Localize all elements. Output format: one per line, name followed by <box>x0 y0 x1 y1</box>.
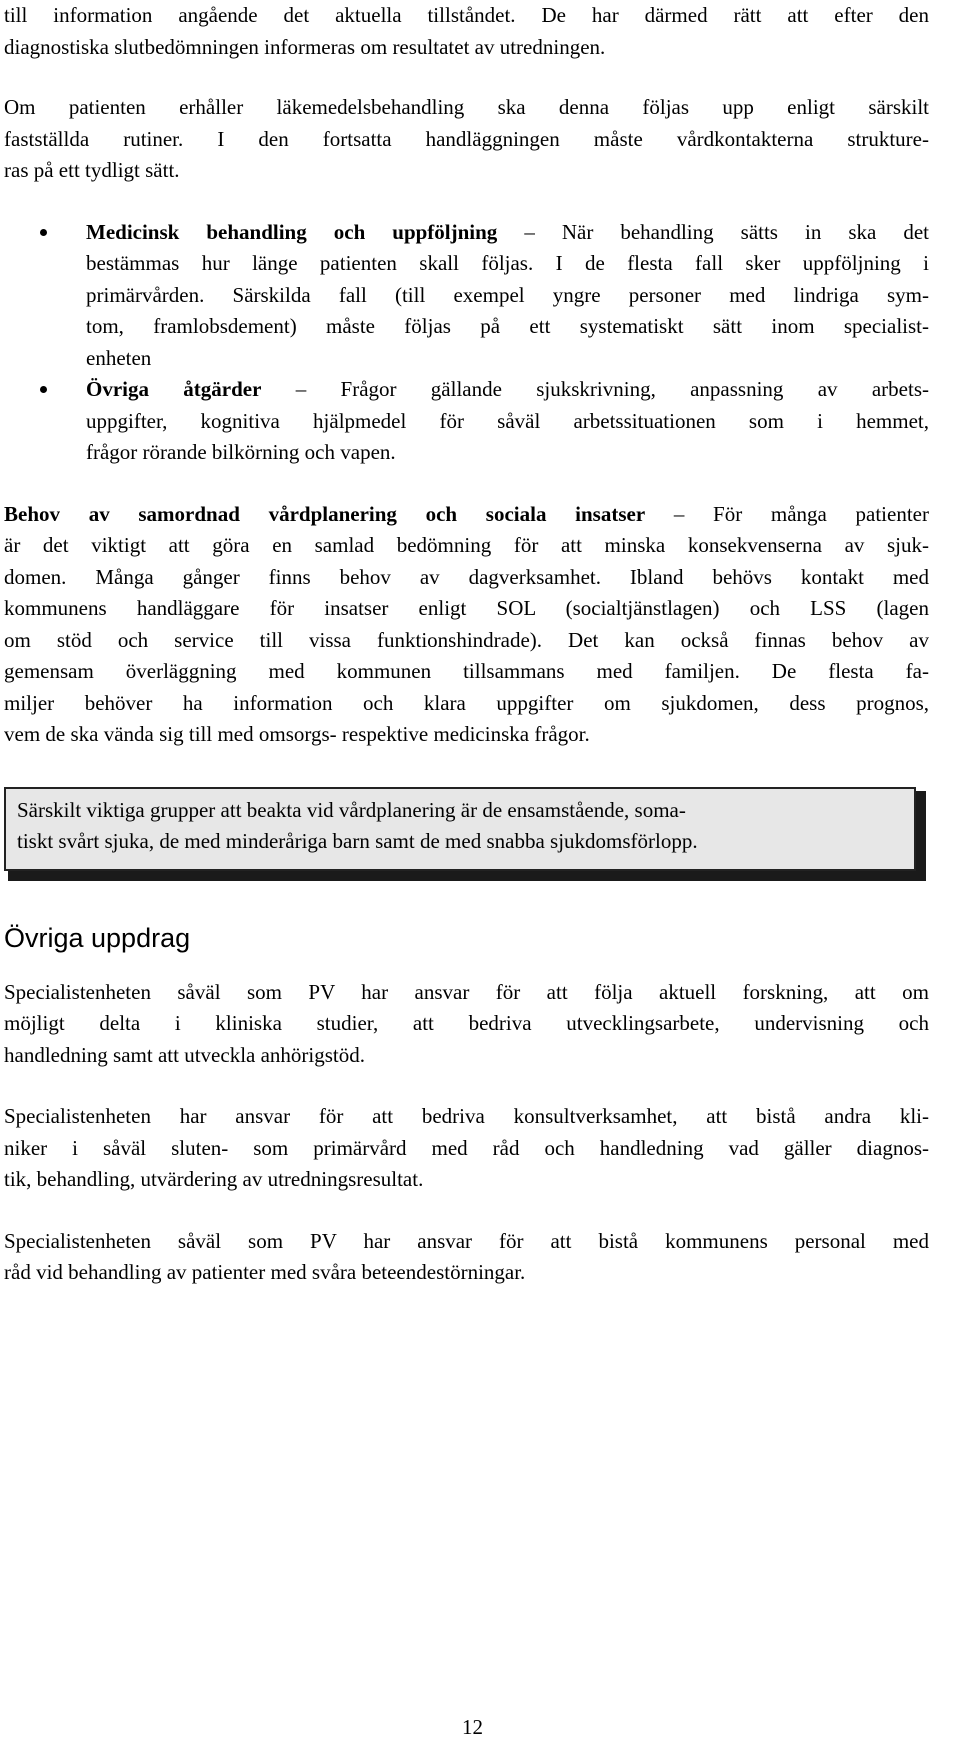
behov-text: – För många patienter <box>645 501 929 526</box>
text-line: uppgifter, kognitiva hjälpmedel för såväl arbetssituationen som i hemmet, <box>86 408 929 433</box>
text-line <box>4 499 929 531</box>
text-line: Specialistenheten såväl som PV har ansvar för att följa aktuell forskning, att om <box>4 979 929 1004</box>
bullet-text: – När behandling sätts in ska det <box>497 219 929 244</box>
text-line: domen. Många gånger finns behov av dagverksamhet. Ibland behövs kontakt med <box>4 564 929 589</box>
bullet-list <box>4 217 929 469</box>
document-page <box>4 0 929 1289</box>
bullet-item-ovriga-atgarder <box>4 374 929 469</box>
text-line: miljer behöver ha information och klara uppgifter om sjukdomen, dess prognos, <box>4 690 929 715</box>
bullet-icon <box>40 229 47 236</box>
text-line: till information angående det aktuella tillståndet. De har därmed rätt att efter den <box>4 3 929 27</box>
paragraph-consulting <box>4 1101 929 1196</box>
text-line: tom, framlobsdement) måste följas på ett systematiskt sätt inom specialist- <box>86 314 929 338</box>
text-line: fastställda rutiner. I den fortsatta handläggningen måste vårdkontakterna strukture- <box>4 126 929 151</box>
text-line: Om patienten erhåller läkemedelsbehandling ska denna följas upp enligt särskilt <box>4 95 929 119</box>
text-line: Specialistenheten såväl som PV har ansvar för att bistå kommunens personal med <box>4 1228 929 1253</box>
text-line: frågor rörande bilkörning och vapen. <box>86 440 396 464</box>
bullet-text: – Frågor gällande sjukskrivning, anpassning av arbets- <box>261 377 929 401</box>
text-line: kommunens handläggare för insatser enligt SOL (socialtjänstlagen) och LSS (lagen <box>4 596 929 620</box>
text-line: är det viktigt att göra en samlad bedömning för att minska konsekvenserna av sjuk- <box>4 533 929 557</box>
text-line: gemensam överläggning med kommunen tillsammans med familjen. De flesta fa- <box>4 659 929 683</box>
page-number: 12 <box>462 1715 483 1739</box>
bullet-item-medicinsk-behandling <box>4 217 929 375</box>
text-line: vem de ska vända sig till med omsorgs- respektive medicinska frågor. <box>4 722 590 746</box>
text-line: tik, behandling, utvärdering av utredningsresultat. <box>4 1167 424 1192</box>
text-line: handledning samt att utveckla anhörigstöd. <box>4 1042 365 1067</box>
bullet-icon <box>40 386 47 393</box>
intro-paragraph-2 <box>4 92 929 187</box>
text-line: diagnostiska slutbedömningen informeras om resultatet av utredningen. <box>4 34 606 59</box>
text-line: råd vid behandling av patienter med svåra beteendestörningar. <box>4 1260 526 1285</box>
text-line: Specialistenheten har ansvar för att bedriva konsultverksamhet, att bistå andra kli- <box>4 1104 929 1129</box>
behov-paragraph <box>4 499 929 751</box>
text-line: möjligt delta i kliniska studier, att bedriva utvecklingsarbete, undervisning och <box>4 1011 929 1036</box>
callout-box <box>4 787 926 881</box>
paragraph-research <box>4 977 929 1072</box>
paragraph-municipal-support <box>4 1226 929 1289</box>
section-heading: Övriga uppdrag <box>4 922 191 953</box>
bullet-title: Medicinsk behandling och uppföljning <box>86 219 498 244</box>
text-line: bestämmas hur länge patienten skall följas. I de flesta fall sker uppföljning i <box>86 251 929 275</box>
intro-paragraph-1 <box>4 0 929 63</box>
bullet-title: Övriga åtgärder <box>86 377 262 401</box>
callout-content <box>4 787 916 871</box>
text-line: om stöd och service till vissa funktionshindrade). Det kan också finnas behov av <box>4 627 929 652</box>
text-line: ras på ett tydligt sätt. <box>4 158 180 182</box>
text-line <box>86 217 929 249</box>
text-line: tiskt svårt sjuka, de med minderåriga barn samt de med snabba sjukdomsförlopp. <box>17 829 698 853</box>
text-line: Särskilt viktiga grupper att beakta vid vårdplanering är de ensamstående, soma- <box>17 797 686 822</box>
text-line: enheten <box>86 345 152 370</box>
behov-title: Behov av samordnad vårdplanering och sociala insatser <box>4 501 646 526</box>
text-line <box>86 374 929 406</box>
text-line: niker i såväl sluten- som primärvård med råd och handledning vad gäller diagnos- <box>4 1135 929 1160</box>
text-line: primärvården. Särskilda fall (till exempel yngre personer med lindriga sym- <box>86 282 929 307</box>
